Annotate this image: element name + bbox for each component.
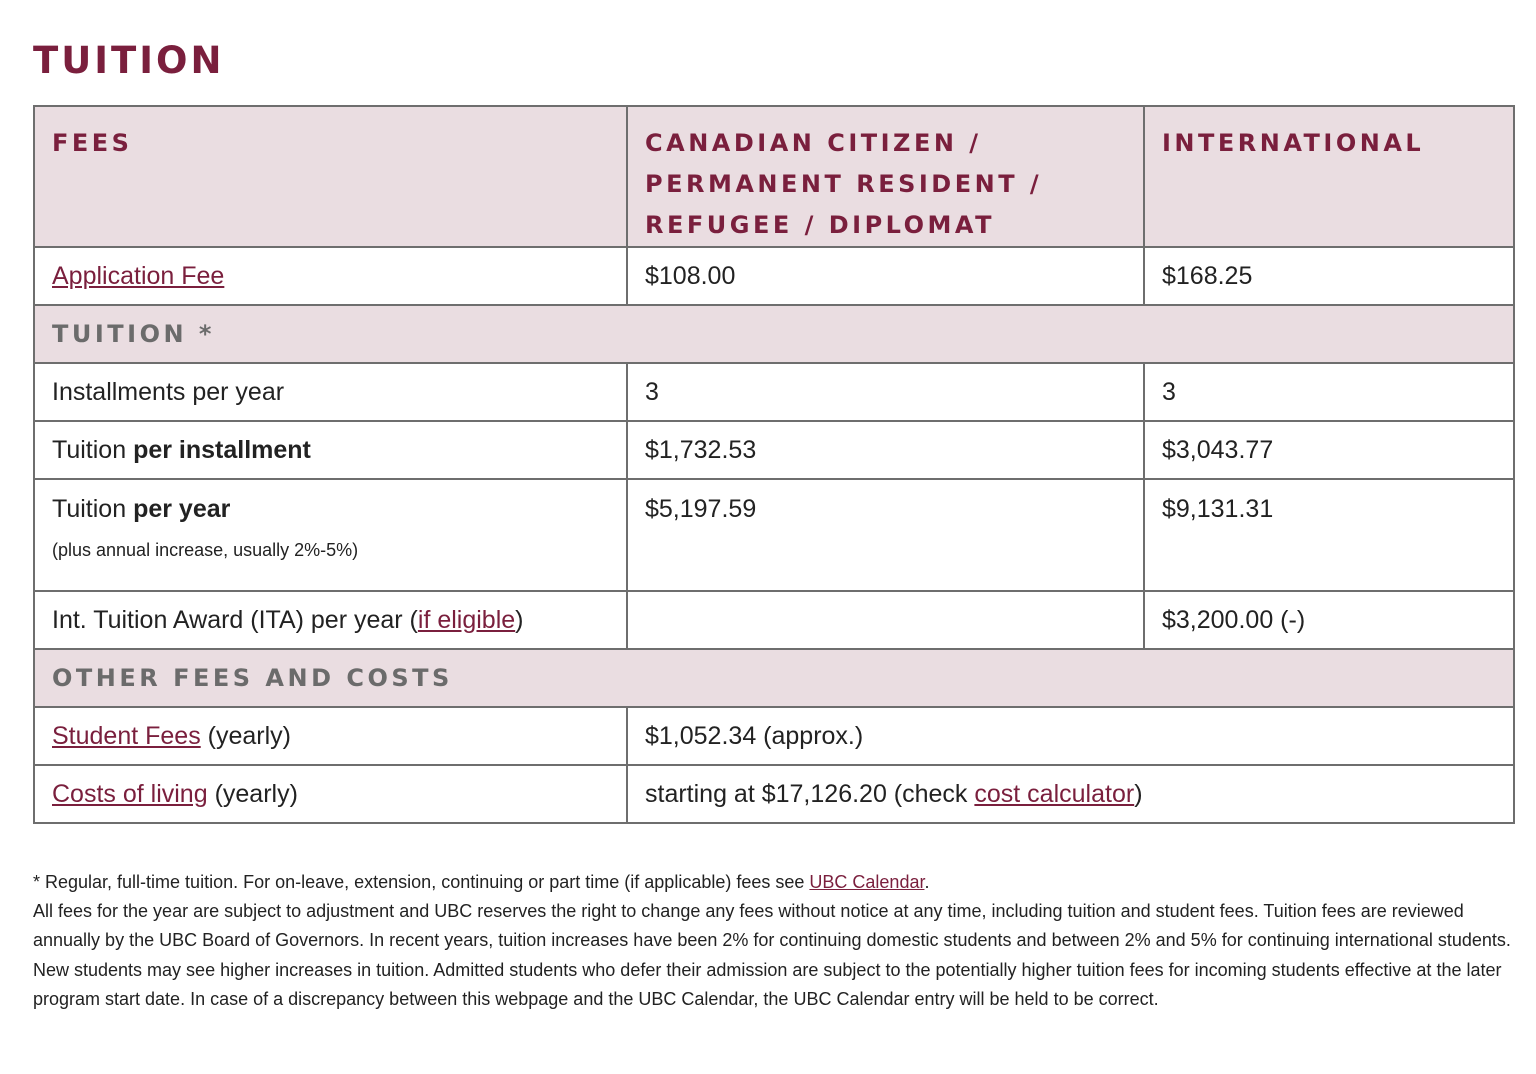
table-row <box>34 247 1514 305</box>
living-value-prefix: starting at $17,126.20 (check <box>645 780 968 808</box>
footnotes <box>33 868 1513 1014</box>
ita-domestic <box>627 591 1144 649</box>
living-value <box>627 765 1514 823</box>
student-fees-suffix: (yearly) <box>207 722 292 750</box>
living-label <box>34 765 627 823</box>
costs-of-living-link[interactable]: Costs of living <box>52 780 208 808</box>
footnote-1-prefix: * Regular, full-time tuition. For on-leave, extension, continuing or part time (if applicable) fees see <box>33 872 805 892</box>
footnote-1-suffix: . <box>924 872 930 892</box>
table-header-row <box>34 106 1514 247</box>
table-row <box>34 707 1514 765</box>
ita-label <box>34 591 627 649</box>
ubc-calendar-link[interactable]: UBC Calendar <box>809 872 925 892</box>
section-row-tuition <box>34 305 1514 363</box>
per-installment-label <box>34 421 627 479</box>
per-year-label-prefix: Tuition <box>52 495 127 523</box>
per-installment-label-prefix: Tuition <box>52 436 127 464</box>
fees-table <box>33 105 1515 824</box>
footnote-1 <box>33 868 1513 897</box>
ita-international: $3,200.00 (-) <box>1144 591 1514 649</box>
per-year-domestic: $5,197.59 <box>627 479 1144 591</box>
cost-calculator-link[interactable]: cost calculator <box>974 780 1135 808</box>
application-fee-domestic: $108.00 <box>627 247 1144 305</box>
student-fees-label <box>34 707 627 765</box>
per-year-note: (plus annual increase, usually 2%-5%) <box>52 540 359 560</box>
installments-domestic: 3 <box>627 363 1144 421</box>
living-suffix: (yearly) <box>214 780 298 808</box>
footnote-2: All fees for the year are subject to adjustment and UBC reserves the right to change any fees without notice at any time, including tuition and student fees. Tuition fees are reviewed annually by the UBC Board of Governors. In recent years, tuition increases have been 2% for continuing domestic students and between 2% and 5% for continuing international students. New students may see higher increases in tuition. Admitted students who defer their admission are subject to the potentially higher tuition fees for incoming students effective at the later program start date. In case of a discrepancy between this webpage and the UBC Calendar, the UBC Calendar entry will be held to be correct. <box>33 901 1511 1009</box>
section-row-other <box>34 649 1514 707</box>
per-year-label-bold: per year <box>133 495 231 523</box>
application-fee-international: $168.25 <box>1144 247 1514 305</box>
section-heading-other: OTHER FEES AND COSTS <box>34 649 1514 707</box>
application-fee-link[interactable]: Application Fee <box>52 262 225 290</box>
table-row <box>34 765 1514 823</box>
table-row <box>34 591 1514 649</box>
header-domestic: CANADIAN CITIZEN / PERMANENT RESIDENT / REFUGEE / DIPLOMAT <box>627 106 1144 247</box>
installments-label: Installments per year <box>34 363 627 421</box>
page-title: TUITION <box>33 39 225 82</box>
table-row <box>34 421 1514 479</box>
table-row <box>34 479 1514 591</box>
living-value-suffix: ) <box>1134 780 1143 808</box>
header-international: INTERNATIONAL <box>1144 106 1514 247</box>
header-fees: FEES <box>34 106 627 247</box>
per-year-label <box>34 479 627 591</box>
ita-label-prefix: Int. Tuition Award (ITA) per year ( <box>52 606 418 634</box>
ita-label-suffix: ) <box>515 606 524 634</box>
per-year-international: $9,131.31 <box>1144 479 1514 591</box>
installments-international: 3 <box>1144 363 1514 421</box>
per-installment-international: $3,043.77 <box>1144 421 1514 479</box>
per-installment-domestic: $1,732.53 <box>627 421 1144 479</box>
section-heading-tuition: TUITION * <box>34 305 1514 363</box>
if-eligible-link[interactable]: if eligible <box>417 606 516 634</box>
per-installment-label-bold: per installment <box>133 436 311 464</box>
student-fees-value: $1,052.34 (approx.) <box>627 707 1514 765</box>
student-fees-link[interactable]: Student Fees <box>52 722 201 750</box>
application-fee-cell <box>34 247 627 305</box>
table-row <box>34 363 1514 421</box>
